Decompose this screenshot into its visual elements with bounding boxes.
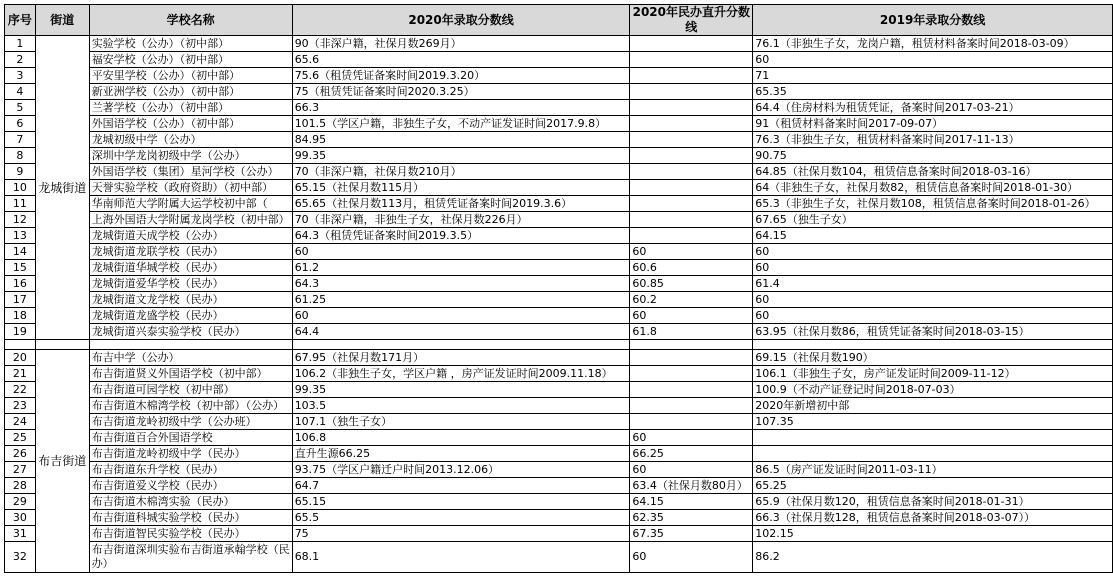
school-name-cell[interactable]: 布吉街道科城实验学校（民办） <box>89 510 292 526</box>
header-district[interactable]: 街道 <box>35 5 89 36</box>
table-row <box>5 430 1113 446</box>
score-2019-cell[interactable]: 64.4（住房材料为租赁凭证，备案时间2017-03-21） <box>753 100 1113 116</box>
score-2019-cell[interactable]: 64.15 <box>753 228 1113 244</box>
empty-cell[interactable] <box>630 340 753 350</box>
row-number[interactable]: 31 <box>5 526 36 542</box>
school-name-cell[interactable]: 龙城街道爱华学校（民办） <box>89 276 292 292</box>
score-2019-cell[interactable]: 65.25 <box>753 478 1113 494</box>
private-score-2020-cell[interactable] <box>630 52 753 68</box>
school-name-cell[interactable]: 布吉街道可园学校（初中部） <box>89 382 292 398</box>
private-score-2020-cell[interactable]: 60.2 <box>630 292 753 308</box>
empty-cell[interactable] <box>292 340 630 350</box>
table-row <box>5 228 1113 244</box>
score-2020-cell[interactable]: 65.15（社保月数115月） <box>292 180 630 196</box>
score-2019-cell[interactable]: 65.35 <box>753 84 1113 100</box>
header-2019-score[interactable]: 2019年录取分数线 <box>753 5 1113 36</box>
score-2019-cell[interactable]: 61.4 <box>753 276 1113 292</box>
row-number[interactable]: 17 <box>5 292 36 308</box>
table-row <box>5 398 1113 414</box>
private-score-2020-cell[interactable]: 60.85 <box>630 276 753 292</box>
row-number[interactable]: 3 <box>5 68 36 84</box>
row-number[interactable]: 19 <box>5 324 36 340</box>
row-number[interactable]: 4 <box>5 84 36 100</box>
school-name-cell[interactable]: 龙城街道兴泰实验学校（民办） <box>89 324 292 340</box>
school-name-cell[interactable]: 布吉街道贤义外国语学校（初中部） <box>89 366 292 382</box>
table-row <box>5 84 1113 100</box>
school-name-cell[interactable]: 外国语学校（集团）星河学校（公办） <box>89 164 292 180</box>
row-number[interactable]: 20 <box>5 350 36 366</box>
row-number[interactable]: 16 <box>5 276 36 292</box>
table-row <box>5 164 1113 180</box>
score-2020-cell[interactable]: 65.5 <box>292 510 630 526</box>
score-2020-cell[interactable]: 70（非深户籍，社保月数210月） <box>292 164 630 180</box>
header-2020-score[interactable]: 2020年录取分数线 <box>292 5 630 36</box>
score-2019-cell[interactable]: 107.35 <box>753 414 1113 430</box>
score-2020-cell[interactable]: 65.65（社保月数113月，租赁凭证备案时间2019.3.6） <box>292 196 630 212</box>
private-score-2020-cell[interactable]: 60.6 <box>630 260 753 276</box>
private-score-2020-cell[interactable] <box>630 164 753 180</box>
row-number[interactable]: 23 <box>5 398 36 414</box>
school-name-cell[interactable]: 天誉实验学校（政府资助）（初中部） <box>89 180 292 196</box>
table-row <box>5 292 1113 308</box>
score-2020-cell[interactable]: 65.15 <box>292 494 630 510</box>
table-row <box>5 446 1113 462</box>
row-number[interactable]: 8 <box>5 148 36 164</box>
table-row <box>5 68 1113 84</box>
private-score-2020-cell[interactable] <box>630 84 753 100</box>
score-2020-cell[interactable]: 70（非深户籍，非独生子女，社保月数226月） <box>292 212 630 228</box>
score-2019-cell[interactable]: 86.5（房产证发证时间2011-03-11） <box>753 462 1113 478</box>
score-2019-cell[interactable]: 60 <box>753 52 1113 68</box>
private-score-2020-cell[interactable] <box>630 366 753 382</box>
row-number[interactable]: 12 <box>5 212 36 228</box>
table-row <box>5 510 1113 526</box>
private-score-2020-cell[interactable]: 61.8 <box>630 324 753 340</box>
score-2020-cell[interactable]: 66.3 <box>292 100 630 116</box>
score-2020-cell[interactable]: 64.3（租赁凭证备案时间2019.3.5） <box>292 228 630 244</box>
private-score-2020-cell[interactable]: 60 <box>630 462 753 478</box>
score-2019-cell[interactable]: 76.3（非独生子女，租赁材料备案时间2017-11-13） <box>753 132 1113 148</box>
score-2020-cell[interactable]: 65.6 <box>292 52 630 68</box>
score-2019-cell[interactable]: 65.9（社保月数120，租赁信息备案时间2018-01-31） <box>753 494 1113 510</box>
school-name-cell[interactable]: 深圳中学龙岗初级中学（公办） <box>89 148 292 164</box>
score-2019-cell[interactable]: 66.3（社保月数128，租赁信息备案时间2018-03-07）） <box>753 510 1113 526</box>
score-2019-cell[interactable]: 64（非独生子女，社保月数82，租赁信息备案时间2018-01-30） <box>753 180 1113 196</box>
row-number[interactable]: 27 <box>5 462 36 478</box>
school-name-cell[interactable]: 布吉街道深圳实验布吉街道承翰学校（民办） <box>89 542 292 573</box>
header-row <box>5 5 1113 36</box>
school-name-cell[interactable]: 布吉街道智民实验学校（民办） <box>89 526 292 542</box>
table-row <box>5 148 1113 164</box>
private-score-2020-cell[interactable] <box>630 132 753 148</box>
admission-score-table <box>4 4 1113 573</box>
row-number[interactable]: 10 <box>5 180 36 196</box>
row-number[interactable]: 21 <box>5 366 36 382</box>
private-score-2020-cell[interactable]: 60 <box>630 430 753 446</box>
score-2019-cell[interactable]: 100.9（不动产证登记时间2018-07-03） <box>753 382 1113 398</box>
empty-cell[interactable] <box>35 340 89 350</box>
score-2020-cell[interactable]: 64.7 <box>292 478 630 494</box>
score-2020-cell[interactable]: 90（非深户籍，社保月数269月） <box>292 36 630 52</box>
private-score-2020-cell[interactable]: 60 <box>630 244 753 260</box>
table-row <box>5 462 1113 478</box>
score-2020-cell[interactable]: 101.5（学区户籍，非独生子女，不动产证发证时间2017.9.8） <box>292 116 630 132</box>
school-name-cell[interactable]: 上海外国语大学附属龙岗学校（初中部） <box>89 212 292 228</box>
empty-cell[interactable] <box>5 340 36 350</box>
score-2019-cell[interactable]: 106.1（非独生子女，房产证发证时间2009-11-12） <box>753 366 1113 382</box>
private-score-2020-cell[interactable]: 63.4（社保月数80月） <box>630 478 753 494</box>
score-2020-cell[interactable]: 106.8 <box>292 430 630 446</box>
school-name-cell[interactable]: 实验学校（公办）（初中部） <box>89 36 292 52</box>
score-2020-cell[interactable]: 106.2（非独生子女，学区户籍 ，房产证发证时间2009.11.18） <box>292 366 630 382</box>
private-score-2020-cell[interactable] <box>630 36 753 52</box>
table-row <box>5 494 1113 510</box>
row-number[interactable]: 14 <box>5 244 36 260</box>
table-row <box>5 260 1113 276</box>
table-row <box>5 36 1113 52</box>
score-2019-cell[interactable]: 65.3（非独生子女，社保月数108，租赁信息备案时间2018-01-26） <box>753 196 1113 212</box>
private-score-2020-cell[interactable] <box>630 116 753 132</box>
school-name-cell[interactable]: 龙城街道文龙学校（民办） <box>89 292 292 308</box>
private-score-2020-cell[interactable] <box>630 68 753 84</box>
private-score-2020-cell[interactable] <box>630 382 753 398</box>
table-row <box>5 366 1113 382</box>
score-2019-cell[interactable]: 63.95（社保月数86，租赁凭证备案时间2018-03-15） <box>753 324 1113 340</box>
row-number[interactable]: 28 <box>5 478 36 494</box>
empty-cell[interactable] <box>89 340 292 350</box>
table-row <box>5 414 1113 430</box>
table-row <box>5 196 1113 212</box>
row-number[interactable]: 1 <box>5 36 36 52</box>
spreadsheet <box>4 4 1113 573</box>
row-number[interactable]: 9 <box>5 164 36 180</box>
score-2019-cell[interactable] <box>753 446 1113 462</box>
score-2019-cell[interactable]: 71 <box>753 68 1113 84</box>
school-name-cell[interactable]: 布吉街道百合外国语学校 <box>89 430 292 446</box>
row-number[interactable]: 32 <box>5 542 36 573</box>
table-row <box>5 132 1113 148</box>
school-name-cell[interactable]: 兰著学校（公办）（初中部） <box>89 100 292 116</box>
score-2020-cell[interactable]: 直升生源66.25 <box>292 446 630 462</box>
private-score-2020-cell[interactable]: 60 <box>630 542 753 573</box>
score-2019-cell[interactable]: 86.2 <box>753 542 1113 573</box>
table-row <box>5 478 1113 494</box>
separator-row <box>5 340 1113 350</box>
table-body <box>5 36 1113 573</box>
score-2020-cell[interactable]: 75.6（租赁凭证备案时间2019.3.20） <box>292 68 630 84</box>
table-row <box>5 308 1113 324</box>
school-name-cell[interactable]: 平安里学校（公办）（初中部） <box>89 68 292 84</box>
school-name-cell[interactable]: 龙城街道龙联学校（民办） <box>89 244 292 260</box>
table-row <box>5 52 1113 68</box>
private-score-2020-cell[interactable]: 60 <box>630 308 753 324</box>
school-name-cell[interactable]: 龙城街道天成学校（公办） <box>89 228 292 244</box>
row-number[interactable]: 25 <box>5 430 36 446</box>
table-row <box>5 350 1113 366</box>
header-no[interactable]: 序号 <box>5 5 36 36</box>
school-name-cell[interactable]: 布吉街道龙岭初级中学（民办） <box>89 446 292 462</box>
score-2020-cell[interactable]: 68.1 <box>292 542 630 573</box>
private-score-2020-cell[interactable]: 64.15 <box>630 494 753 510</box>
score-2019-cell[interactable]: 64.85（社保月数104，租赁信息备案时间2018-03-16） <box>753 164 1113 180</box>
score-2019-cell[interactable]: 2020年新增初中部 <box>753 398 1113 414</box>
row-number[interactable]: 2 <box>5 52 36 68</box>
private-score-2020-cell[interactable]: 67.35 <box>630 526 753 542</box>
score-2019-cell[interactable]: 102.15 <box>753 526 1113 542</box>
table-row <box>5 526 1113 542</box>
score-2020-cell[interactable]: 84.95 <box>292 132 630 148</box>
school-name-cell[interactable]: 龙城初级中学（公办） <box>89 132 292 148</box>
school-name-cell[interactable]: 布吉街道东升学校（民办） <box>89 462 292 478</box>
private-score-2020-cell[interactable] <box>630 228 753 244</box>
school-name-cell[interactable]: 新亚洲学校（公办）（初中部） <box>89 84 292 100</box>
private-score-2020-cell[interactable] <box>630 212 753 228</box>
score-2020-cell[interactable]: 75 <box>292 526 630 542</box>
score-2020-cell[interactable]: 99.35 <box>292 382 630 398</box>
score-2020-cell[interactable]: 64.3 <box>292 276 630 292</box>
private-score-2020-cell[interactable] <box>630 100 753 116</box>
score-2020-cell[interactable]: 107.1（独生子女） <box>292 414 630 430</box>
private-score-2020-cell[interactable]: 66.25 <box>630 446 753 462</box>
score-2019-cell[interactable]: 90.75 <box>753 148 1113 164</box>
row-number[interactable]: 15 <box>5 260 36 276</box>
school-name-cell[interactable]: 福安学校（公办）（初中部） <box>89 52 292 68</box>
score-2019-cell[interactable]: 60 <box>753 260 1113 276</box>
table-row <box>5 116 1113 132</box>
table-row <box>5 180 1113 196</box>
header-school[interactable]: 学校名称 <box>89 5 292 36</box>
score-2019-cell[interactable]: 76.1（非独生子女，龙岗户籍，租赁材料备案时间2018-03-09） <box>753 36 1113 52</box>
table-row <box>5 100 1113 116</box>
row-number[interactable]: 13 <box>5 228 36 244</box>
row-number[interactable]: 6 <box>5 116 36 132</box>
score-2020-cell[interactable]: 60 <box>292 244 630 260</box>
score-2020-cell[interactable]: 61.2 <box>292 260 630 276</box>
score-2020-cell[interactable]: 67.95（社保月数171月） <box>292 350 630 366</box>
private-score-2020-cell[interactable] <box>630 196 753 212</box>
score-2019-cell[interactable]: 60 <box>753 292 1113 308</box>
school-name-cell[interactable]: 外国语学校（公办）（初中部） <box>89 116 292 132</box>
row-number[interactable]: 24 <box>5 414 36 430</box>
private-score-2020-cell[interactable] <box>630 180 753 196</box>
district-cell[interactable]: 龙城街道 <box>35 36 89 340</box>
score-2020-cell[interactable]: 93.75（学区户籍迁户时间2013.12.06） <box>292 462 630 478</box>
school-name-cell[interactable]: 华南师范大学附属大运学校初中部（ <box>89 196 292 212</box>
row-number[interactable]: 26 <box>5 446 36 462</box>
district-cell[interactable]: 布吉街道 <box>35 350 89 573</box>
table-row <box>5 244 1113 260</box>
row-number[interactable]: 11 <box>5 196 36 212</box>
school-name-cell[interactable]: 布吉街道木棉湾实验（民办） <box>89 494 292 510</box>
private-score-2020-cell[interactable] <box>630 350 753 366</box>
row-number[interactable]: 22 <box>5 382 36 398</box>
empty-cell[interactable] <box>753 340 1113 350</box>
private-score-2020-cell[interactable] <box>630 148 753 164</box>
table-row <box>5 382 1113 398</box>
table-row <box>5 324 1113 340</box>
table-row <box>5 276 1113 292</box>
score-2020-cell[interactable]: 64.4 <box>292 324 630 340</box>
school-name-cell[interactable]: 布吉街道龙岭初级中学（公办班） <box>89 414 292 430</box>
private-score-2020-cell[interactable]: 62.35 <box>630 510 753 526</box>
private-score-2020-cell[interactable] <box>630 398 753 414</box>
row-number[interactable]: 30 <box>5 510 36 526</box>
score-2019-cell[interactable]: 60 <box>753 244 1113 260</box>
score-2020-cell[interactable]: 60 <box>292 308 630 324</box>
score-2019-cell[interactable] <box>753 430 1113 446</box>
table-row <box>5 212 1113 228</box>
score-2019-cell[interactable]: 69.15（社保月数190） <box>753 350 1113 366</box>
score-2020-cell[interactable]: 61.25 <box>292 292 630 308</box>
row-number[interactable]: 18 <box>5 308 36 324</box>
score-2019-cell[interactable]: 60 <box>753 308 1113 324</box>
school-name-cell[interactable]: 布吉中学（公办） <box>89 350 292 366</box>
school-name-cell[interactable]: 龙城街道华城学校（民办） <box>89 260 292 276</box>
row-number[interactable]: 7 <box>5 132 36 148</box>
school-name-cell[interactable]: 布吉街道木棉湾学校（初中部）（公办） <box>89 398 292 414</box>
score-2020-cell[interactable]: 99.35 <box>292 148 630 164</box>
row-number[interactable]: 5 <box>5 100 36 116</box>
school-name-cell[interactable]: 龙城街道龙盛学校（民办） <box>89 308 292 324</box>
score-2020-cell[interactable]: 75（租赁凭证备案时间2020.3.25） <box>292 84 630 100</box>
private-score-2020-cell[interactable] <box>630 414 753 430</box>
row-number[interactable]: 29 <box>5 494 36 510</box>
school-name-cell[interactable]: 布吉街道爱义学校（民办） <box>89 478 292 494</box>
header-2020-private-score[interactable]: 2020年民办直升分数线 <box>630 5 753 36</box>
score-2020-cell[interactable]: 103.5 <box>292 398 630 414</box>
table-row <box>5 542 1113 573</box>
score-2019-cell[interactable]: 91（租赁材料备案时间2017-09-07） <box>753 116 1113 132</box>
score-2019-cell[interactable]: 67.65（独生子女） <box>753 212 1113 228</box>
